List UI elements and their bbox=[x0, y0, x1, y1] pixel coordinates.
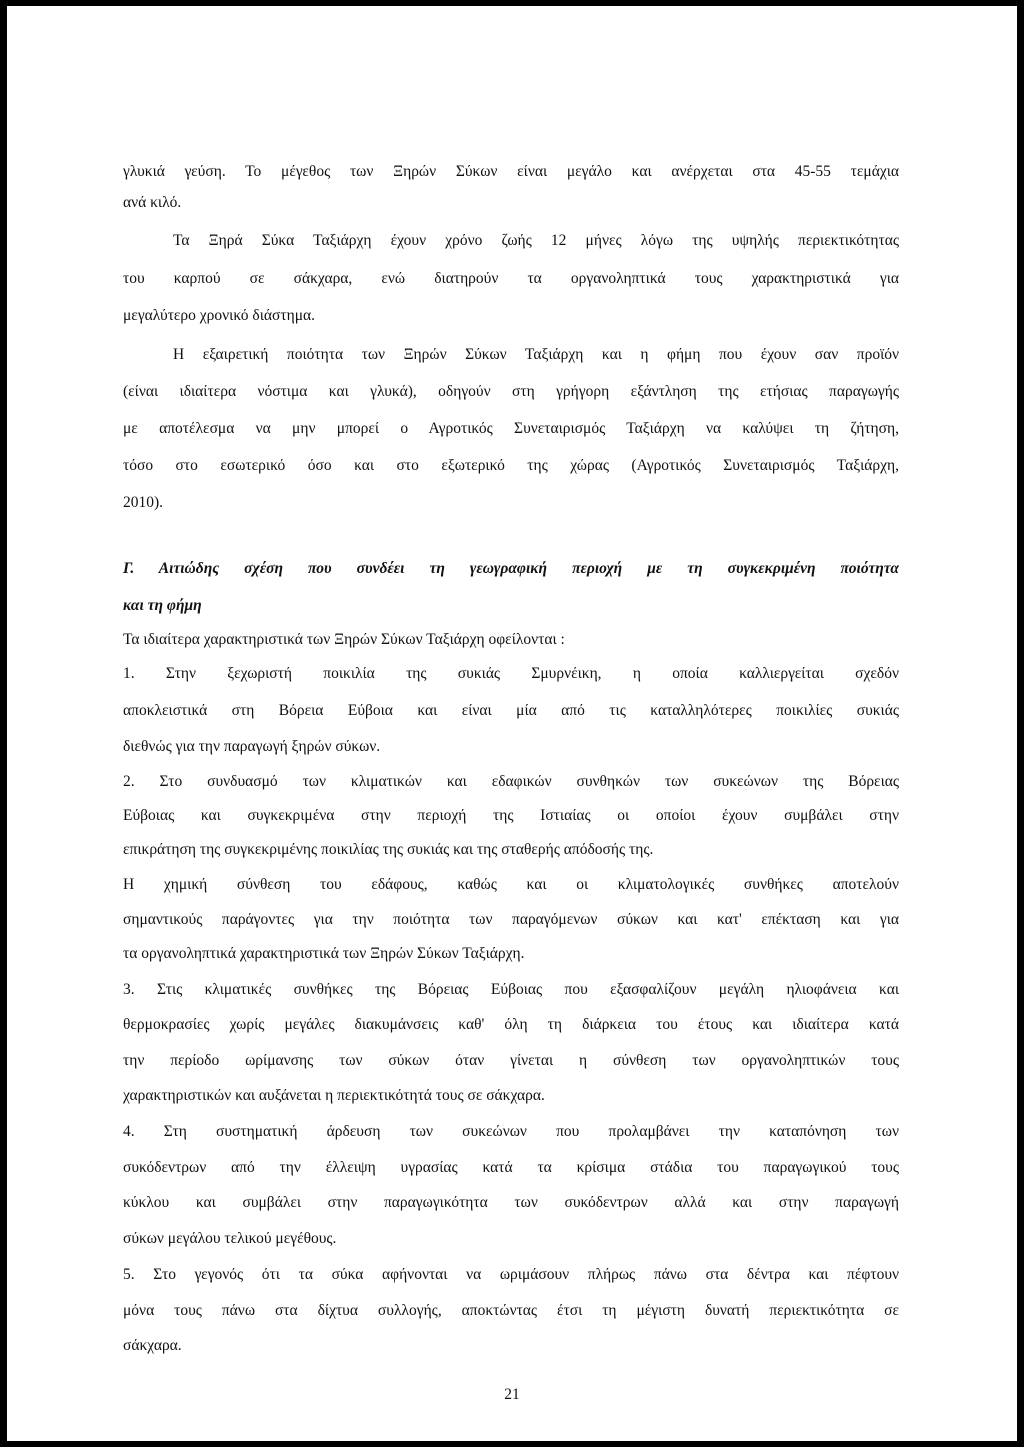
paragraph-line: γλυκιά γεύση. Το μέγεθος των Ξηρών Σύκων είναι μεγάλο και ανέρχεται στα 45-55 τεμάχια bbox=[123, 163, 899, 180]
section-intro: Τα ιδιαίτερα χαρακτηριστικά των Ξηρών Σύκων Ταξιάρχη οφείλονται : bbox=[123, 631, 565, 648]
list-item-line: 4. Στη συστηματική άρδευση των συκεώνων που προλαμβάνει την καταπόνηση των bbox=[123, 1123, 899, 1140]
paragraph-line: Η χημική σύνθεση του εδάφους, καθώς και οι κλιματολογικές συνθήκες αποτελούν bbox=[123, 876, 899, 893]
list-item-line: κύκλου και συμβάλει στην παραγωγικότητα των συκόδεντρων αλλά και στην παραγωγή bbox=[123, 1194, 899, 1211]
paragraph-line: Τα Ξηρά Σύκα Ταξιάρχη έχουν χρόνο ζωής 12 μήνες λόγω της υψηλής περιεκτικότητας bbox=[173, 232, 899, 249]
list-item-line: την περίοδο ωρίμανσης των σύκων όταν γίνεται η σύνθεση των οργανοληπτικών τους bbox=[123, 1052, 899, 1069]
paragraph-line: μεγαλύτερο χρονικό διάστημα. bbox=[123, 307, 316, 324]
list-item-line: επικράτηση της συγκεκριμένης ποικιλίας της συκιάς και της σταθερής απόδοσής της. bbox=[123, 841, 654, 858]
document-page bbox=[7, 6, 1017, 1441]
list-item-line: συκόδεντρων από την έλλειψη υγρασίας κατά τα κρίσιμα στάδια του παραγωγικού τους bbox=[123, 1159, 899, 1176]
list-item-line: 5. Στο γεγονός ότι τα σύκα αφήνονται να ωριμάσουν πλήρως πάνω στα δέντρα και πέφτουν bbox=[123, 1266, 899, 1283]
list-item-line: χαρακτηριστικών και αυξάνεται η περιεκτικότητά τους σε σάκχαρα. bbox=[123, 1087, 545, 1104]
list-item-line: θερμοκρασίες χωρίς μεγάλες διακυμάνσεις καθ' όλη τη διάρκεια του έτους και ιδιαίτερα κατά bbox=[123, 1016, 899, 1033]
paragraph-line: (είναι ιδιαίτερα νόστιμα και γλυκά), οδηγούν στη γρήγορη εξάντληση της ετήσιας παραγωγής bbox=[123, 383, 899, 400]
list-item-line: 2. Στο συνδυασμό των κλιματικών και εδαφικών συνθηκών των συκεώνων της Βόρειας bbox=[123, 773, 899, 790]
list-item-line: σύκων μεγάλου τελικού μεγέθους. bbox=[123, 1230, 337, 1247]
page-number: 21 bbox=[504, 1386, 520, 1403]
paragraph-line: με αποτέλεσμα να μην μπορεί ο Αγροτικός Συνεταιρισμός Ταξιάρχη να καλύψει τη ζήτηση, bbox=[123, 420, 899, 437]
paragraph-line: τα οργανοληπτικά χαρακτηριστικά των Ξηρών Σύκων Ταξιάρχη. bbox=[123, 945, 525, 962]
list-item-line: 3. Στις κλιματικές συνθήκες της Βόρειας Εύβοιας που εξασφαλίζουν μεγάλη ηλιοφάνεια και bbox=[123, 981, 899, 998]
paragraph-line: ανά κιλό. bbox=[123, 194, 182, 211]
paragraph-line: 2010). bbox=[123, 494, 164, 511]
list-item-line: διεθνώς για την παραγωγή ξηρών σύκων. bbox=[123, 738, 381, 755]
paragraph-line: του καρπού σε σάκχαρα, ενώ διατηρούν τα οργανοληπτικά τους χαρακτηριστικά για bbox=[123, 270, 899, 287]
list-item-line: σάκχαρα. bbox=[123, 1337, 182, 1354]
section-heading: Γ. Αιτιώδης σχέση που συνδέει τη γεωγραφική περιοχή με τη συγκεκριμένη ποιότητα bbox=[123, 560, 899, 577]
paragraph-line: τόσο στο εσωτερικό όσο και στο εξωτερικό της χώρας (Αγροτικός Συνεταιρισμός Ταξιάρχη, bbox=[123, 457, 899, 474]
list-item-line: 1. Στην ξεχωριστή ποικιλία της συκιάς Σμυρνέικη, η οποία καλλιεργείται σχεδόν bbox=[123, 665, 899, 682]
list-item-line: αποκλειστικά στη Βόρεια Εύβοια και είναι μία από τις καταλληλότερες ποικιλίες συκιάς bbox=[123, 702, 899, 719]
paragraph-line: σημαντικούς παράγοντες για την ποιότητα των παραγόμενων σύκων και κατ' επέκταση και για bbox=[123, 911, 899, 928]
paragraph-line: Η εξαιρετική ποιότητα των Ξηρών Σύκων Ταξιάρχη και η φήμη που έχουν σαν προϊόν bbox=[173, 346, 899, 363]
section-heading: και τη φήμη bbox=[123, 597, 202, 614]
list-item-line: Εύβοιας και συγκεκριμένα στην περιοχή της Ιστιαίας οι οποίοι έχουν συμβάλει στην bbox=[123, 807, 899, 824]
list-item-line: μόνα τους πάνω στα δίχτυα συλλογής, αποκτώντας έτσι τη μέγιστη δυνατή περιεκτικότητα σε bbox=[123, 1302, 899, 1319]
